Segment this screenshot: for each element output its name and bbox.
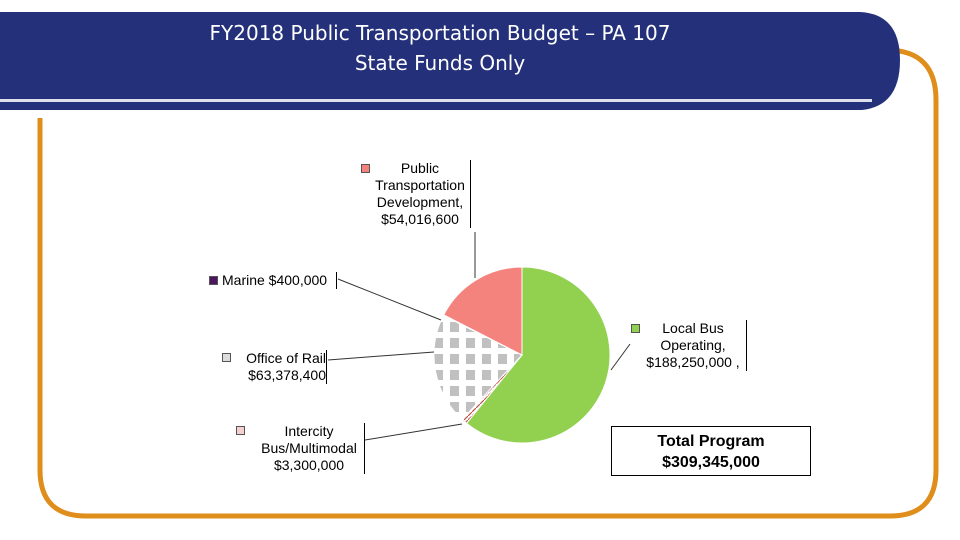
label-intercity-line1: Intercity <box>284 423 334 439</box>
legend-swatch-marine <box>209 276 218 285</box>
legend-swatch-intercity <box>236 426 245 435</box>
label-local-line2: Operating, <box>660 337 726 353</box>
label-intercity-line2: Bus/Multimodal <box>261 440 357 456</box>
label-local <box>640 320 747 371</box>
label-ptd-line1: Public <box>400 160 440 176</box>
label-intercity <box>254 423 365 474</box>
leader-line-marine <box>338 279 441 320</box>
leader-line-rail <box>328 352 434 360</box>
legend-swatch-ptd <box>361 164 370 173</box>
label-ptd-line4: $54,016,600 <box>381 211 459 227</box>
label-local-line3: $188,250,000 , <box>646 354 740 370</box>
label-rail-line1: Office of Rail <box>246 350 326 366</box>
title-line-1: FY2018 Public Transportation Budget – PA 107 <box>209 21 671 45</box>
legend-swatch-rail <box>222 353 231 362</box>
total-program-label: Total Program <box>657 433 765 450</box>
label-ptd <box>370 160 471 228</box>
label-ptd-line3: Development, <box>376 194 464 210</box>
leader-line-intercity <box>365 424 462 440</box>
total-program-box <box>611 426 811 476</box>
total-program-value: $309,345,000 <box>662 454 760 471</box>
label-rail <box>232 350 327 384</box>
label-marine-text: Marine $400,000 <box>222 272 328 288</box>
label-marine <box>222 272 337 289</box>
legend-swatch-local <box>631 324 640 333</box>
title-line-2: State Funds Only <box>354 51 526 75</box>
label-local-line1: Local Bus <box>662 320 724 336</box>
label-ptd-line2: Transportation <box>375 177 465 193</box>
label-intercity-line3: $3,300,000 <box>273 457 345 473</box>
leader-line-local <box>611 344 630 370</box>
pie-slices <box>434 267 610 443</box>
label-rail-line2: $63,378,400 <box>248 367 326 383</box>
